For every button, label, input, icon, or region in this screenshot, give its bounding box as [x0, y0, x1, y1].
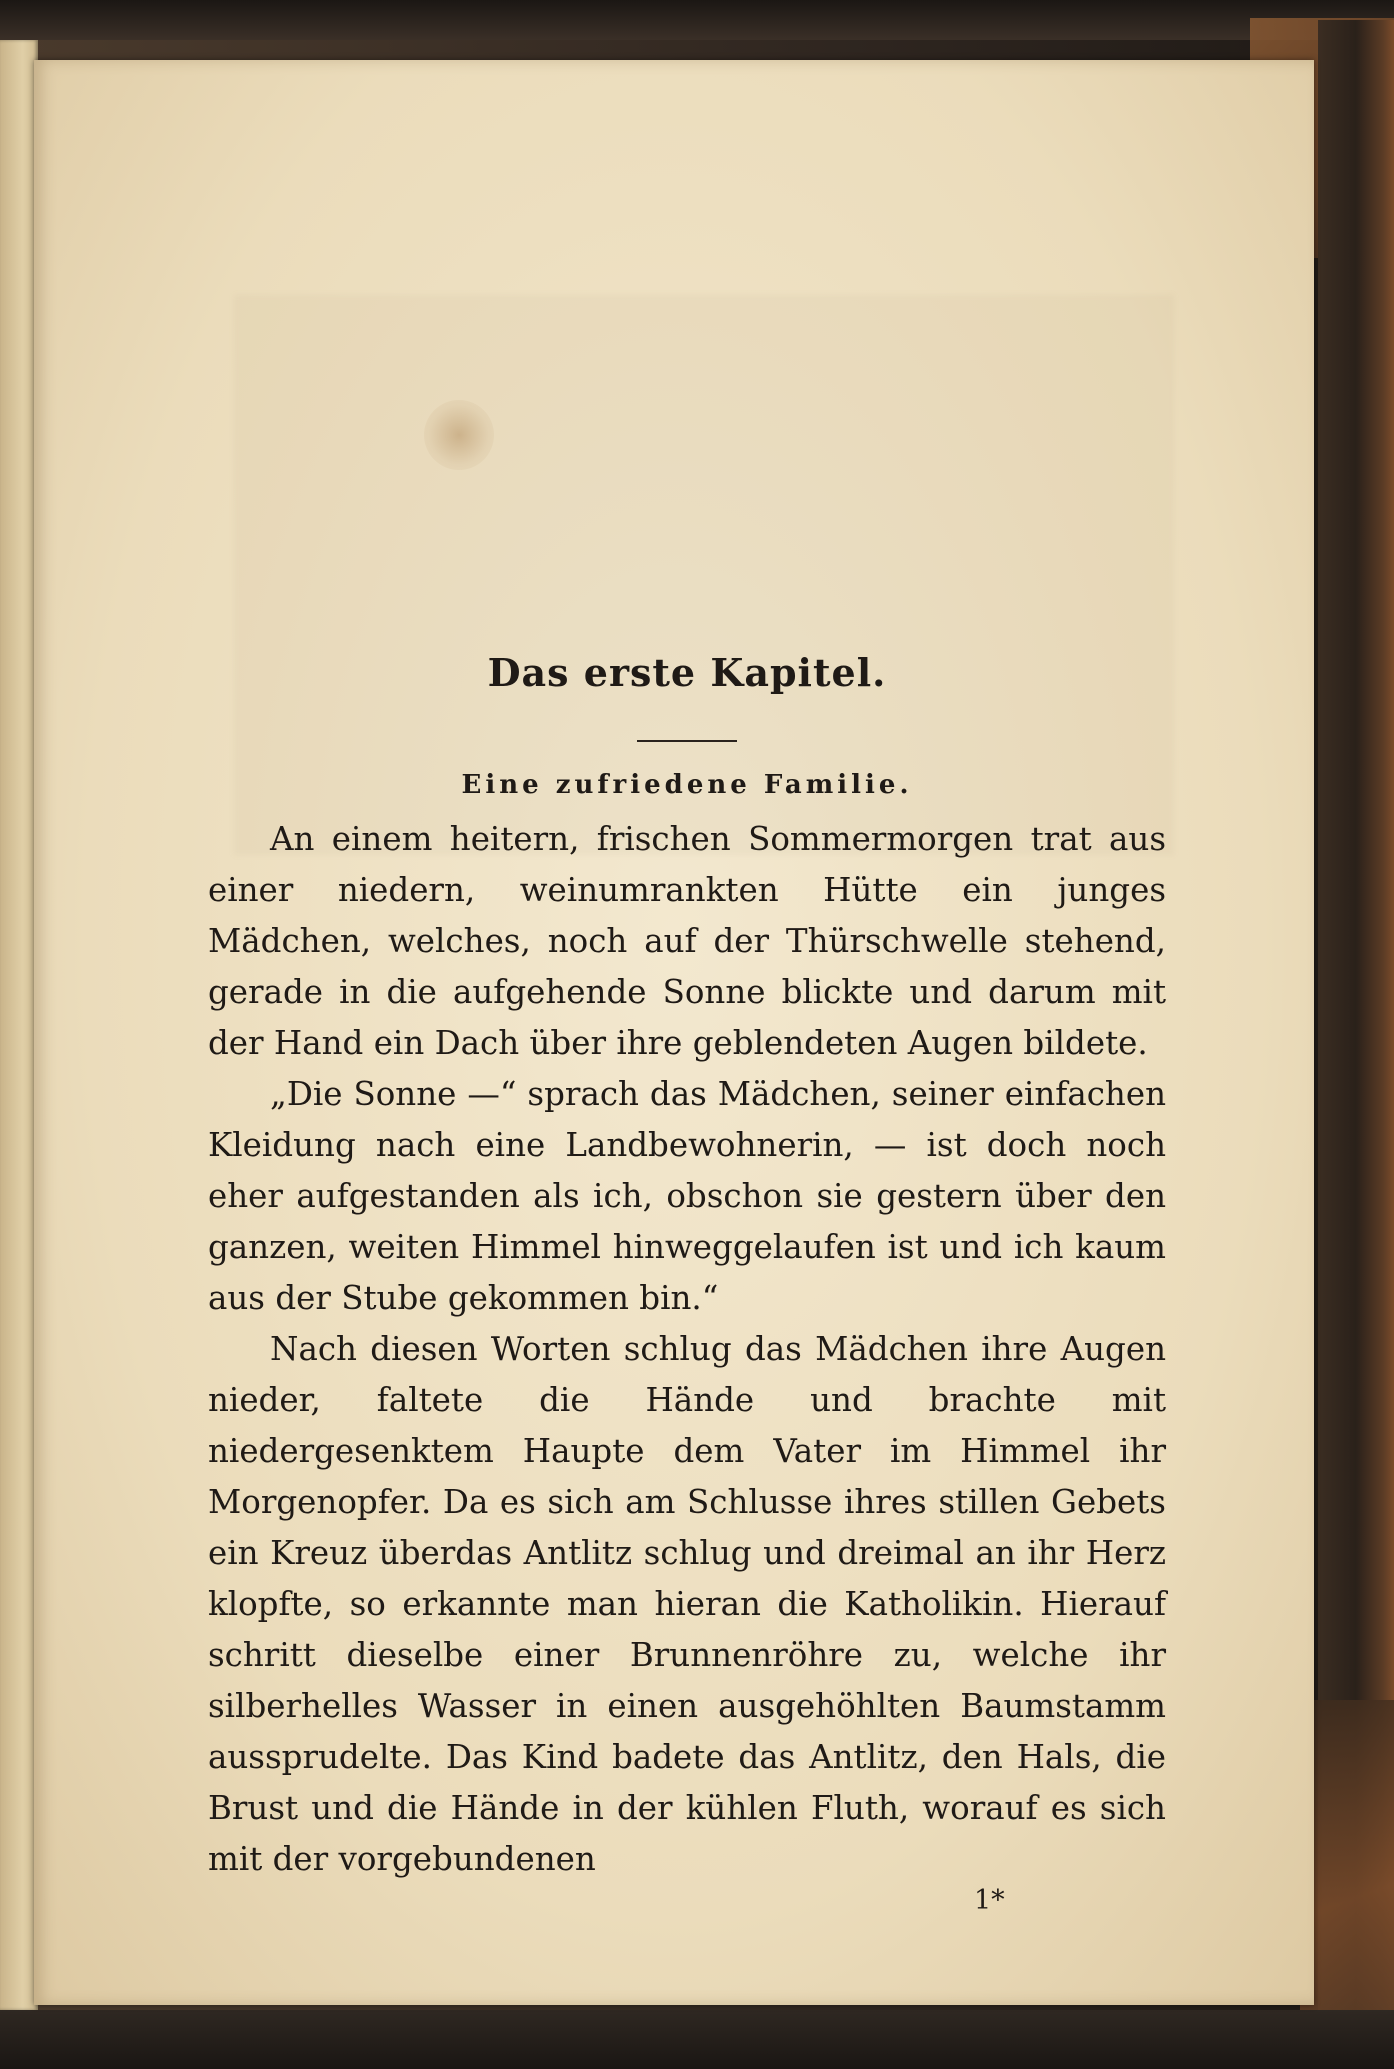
bottom-edge [0, 2010, 1394, 2069]
paragraph: „Die Sonne —“ sprach das Mädchen, seiner einfachen Kleidung nach eine Landbewohnerin, — ist doch noch eher aufgestanden als ich, obschon sie gestern über den ganzen, weiten Himmel hinweggelaufen ist und ich kaum aus der Stube gekommen bin.“ [208, 1074, 1166, 1317]
page-number: 1* [974, 1885, 1005, 1916]
chapter-subtitle: Eine zufriedene Familie. [461, 769, 913, 800]
previous-leaf-edge [0, 40, 38, 2010]
top-edge [0, 0, 1394, 40]
chapter-title: Das erste Kapitel. [487, 650, 887, 695]
title-rule [637, 740, 737, 742]
paragraph: Nach diesen Worten schlug das Mädchen ihre Augen nieder, faltete die Hände und brachte mit niedergesenktem Haupte dem Vater im Himmel ihr Morgenopfer. Da es sich am Schlusse ihres stillen Gebets ein Kreuz überdas Antlitz schlug und dreimal an ihr Herz klopfte, so erkannte man hieran die Katholikin. Hierauf schritt dieselbe einer Brunnenröhre zu, welche ihr silberhelles Wasser in einen ausgehöhlten Baumstamm aussprudelte. Das Kind badete das Antlitz, den Hals, die Brust und die Hände in der kühlen Fluth, worauf es sich mit der vorgebundenen [208, 1329, 1166, 1878]
paragraph: An einem heitern, frischen Sommermorgen trat aus einer niedern, weinumrankten Hütte ein junges Mädchen, welches, noch auf der Thürschwelle stehend, gerade in die aufgehende Sonne blickte und darum mit der Hand ein Dach über ihre geblendeten Augen bildete. [208, 819, 1166, 1062]
cover-corner-bottom [1300, 1700, 1394, 2030]
paper-stain [424, 400, 494, 470]
book-page [34, 60, 1314, 2005]
page-content [208, 600, 1166, 1885]
